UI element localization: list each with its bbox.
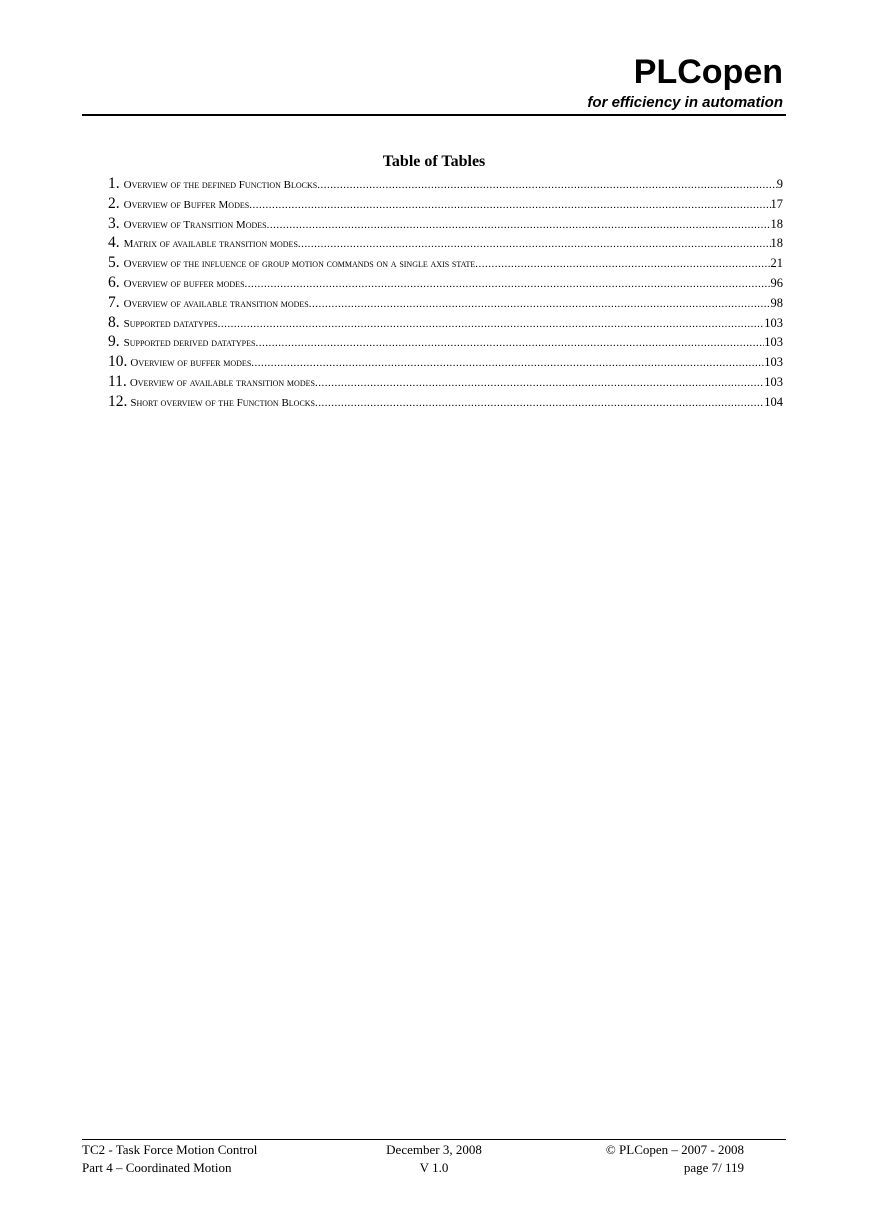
toc-leader-dots: [255, 334, 764, 354]
toc-entry-page: 104: [764, 394, 783, 409]
toc-entry[interactable]: [108, 253, 783, 273]
toc-entry[interactable]: [108, 352, 783, 372]
toc-entry-number: 9.: [108, 333, 120, 351]
toc-entry-page: 18: [770, 216, 783, 231]
footer-document-info: [82, 1141, 257, 1177]
toc-entry-page: 98: [770, 295, 783, 310]
toc-entry-label: Overview of buffer modes: [123, 277, 245, 290]
toc-entry[interactable]: [108, 214, 783, 234]
header-divider: [82, 114, 786, 116]
toc-entry[interactable]: [108, 174, 783, 194]
toc-entry-number: 2.: [108, 194, 120, 212]
toc-entry-label: Overview of Transition Modes: [123, 218, 267, 231]
toc-entry[interactable]: [108, 273, 783, 293]
toc-entry-page: 96: [770, 275, 783, 290]
toc-entry-page: 103: [764, 335, 783, 350]
toc-entry-page: 103: [764, 355, 783, 370]
toc-entry-page: 17: [770, 196, 783, 211]
toc-entry[interactable]: [108, 233, 783, 253]
footer-page-number: page 7/ 119: [683, 1160, 744, 1175]
toc-entry[interactable]: [108, 313, 783, 333]
toc-entry-label: Overview of the influence of group motion commands on a single axis state: [123, 258, 476, 271]
brand-tagline: for efficiency in automation: [587, 94, 783, 111]
toc-leader-dots: [251, 354, 764, 374]
toc-entry-label: Overview of available transition modes: [129, 376, 315, 389]
toc-entry-page: 103: [764, 315, 783, 330]
table-of-tables: [108, 174, 783, 412]
toc-entry-number: 5.: [108, 254, 120, 272]
toc-entry[interactable]: [108, 372, 783, 392]
toc-leader-dots: [315, 374, 764, 394]
toc-entry-page: 18: [770, 236, 783, 251]
footer-date-version: [364, 1141, 504, 1177]
toc-entry-label: Supported datatypes: [123, 317, 218, 330]
toc-entry-number: 4.: [108, 234, 120, 252]
toc-entry-label: Short overview of the Function Blocks: [130, 396, 316, 409]
toc-leader-dots: [245, 275, 771, 295]
toc-entry-label: Overview of the defined Function Blocks: [123, 179, 318, 191]
toc-leader-dots: [249, 196, 770, 216]
toc-leader-dots: [298, 235, 771, 255]
toc-entry[interactable]: [108, 392, 783, 412]
toc-leader-dots: [218, 315, 765, 335]
footer-version: V 1.0: [419, 1160, 449, 1175]
toc-title: Table of Tables: [382, 153, 486, 170]
toc-entry-label: Supported derived datatypes: [123, 337, 256, 350]
toc-entry-number: 12.: [108, 392, 128, 410]
toc-leader-dots: [309, 295, 771, 315]
toc-entry-number: 8.: [108, 313, 120, 331]
toc-entry-page: 103: [764, 374, 783, 389]
toc-entry-label: Overview of Buffer Modes: [123, 198, 250, 211]
toc-entry-number: 3.: [108, 214, 120, 232]
toc-entry-number: 6.: [108, 273, 120, 291]
toc-entry-page: 21: [770, 256, 783, 271]
toc-leader-dots: [317, 176, 777, 196]
footer-task-force: TC2 - Task Force Motion Control: [82, 1142, 258, 1157]
footer-divider: [82, 1139, 786, 1140]
footer-copyright: © PLCopen – 2007 - 2008: [605, 1142, 744, 1157]
toc-entry[interactable]: [108, 293, 783, 313]
brand-logo-text: PLCopen: [633, 53, 783, 91]
toc-entry[interactable]: [108, 194, 783, 214]
footer-date: December 3, 2008: [386, 1142, 482, 1157]
footer-copyright-page: [560, 1141, 744, 1177]
toc-entry-label: Overview of available transition modes: [123, 297, 309, 310]
toc-entry-page: 9: [776, 177, 783, 191]
toc-leader-dots: [267, 216, 771, 236]
toc-entry-label: Matrix of available transition modes: [123, 238, 298, 251]
toc-leader-dots: [315, 394, 764, 414]
toc-entry-number: 7.: [108, 293, 120, 311]
toc-leader-dots: [475, 255, 770, 275]
footer-part: Part 4 – Coordinated Motion: [82, 1160, 232, 1175]
toc-entry-number: 10.: [108, 353, 128, 371]
toc-entry-number: 11.: [108, 372, 127, 390]
toc-entry-label: Overview of buffer modes: [130, 357, 252, 370]
toc-entry[interactable]: [108, 332, 783, 352]
toc-entry-number: 1.: [108, 175, 120, 192]
